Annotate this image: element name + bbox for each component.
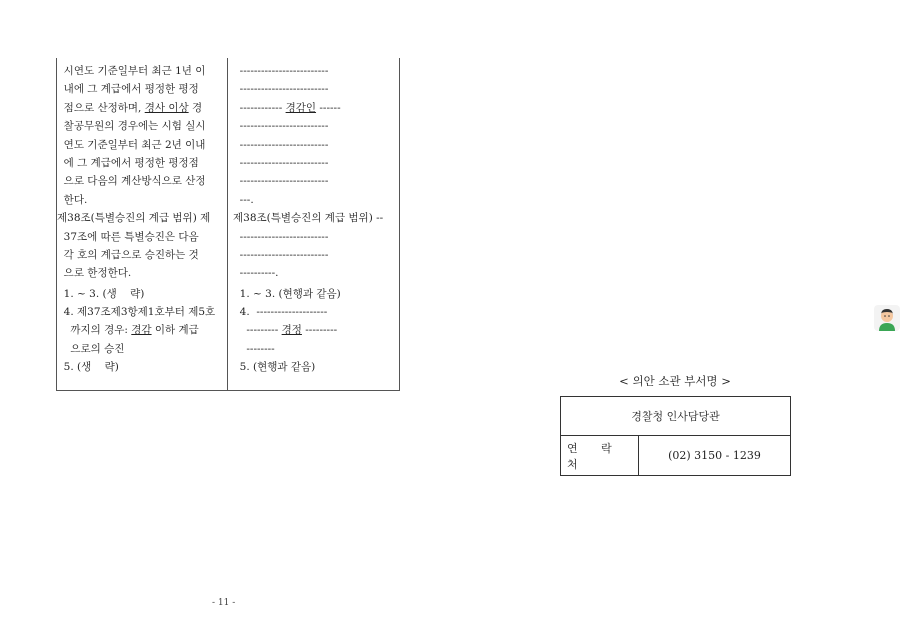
current-text-line: 까지의 경우: 경감 이하 계급 <box>57 324 199 337</box>
revised-text-line: 제38조(특별승진의 계급 범위) -- <box>233 212 384 225</box>
underlined-text: 경감 <box>131 324 152 337</box>
underlined-text: 경사 이상 <box>144 101 189 114</box>
revised-text-line: ------------------------- <box>233 65 329 77</box>
current-text-line: 각 호의 계급으로 승진하는 것 <box>57 248 199 261</box>
current-text-line: 1. ~ 3. (생 략) <box>57 287 145 300</box>
contact-label: 연 락 처 <box>561 436 639 475</box>
revised-text-line: ---. <box>233 193 254 206</box>
revised-text-line: --------- 경정 --------- <box>233 324 338 337</box>
revised-text-column <box>233 62 396 377</box>
column-divider <box>227 58 228 390</box>
revised-text-line: 4. -------------------- <box>233 306 328 319</box>
current-text-line: 37조에 따른 특별승진은 다음 <box>57 230 199 243</box>
current-text-line: 제38조(특별승진의 계급 범위) 제 <box>57 212 211 225</box>
underlined-text: 경정 <box>281 324 302 337</box>
current-text-line: 연도 기준일부터 최근 2년 이내 <box>57 138 206 151</box>
dept-name: 경찰청 인사담당관 <box>561 397 790 436</box>
current-text-column <box>57 62 225 377</box>
current-text-line: 점으로 산정하며, 경사 이상 경 <box>57 101 203 114</box>
current-text-line: 찰공무원의 경우에는 시험 실시 <box>57 120 206 133</box>
current-text-line: 에 그 계급에서 평정한 평정점 <box>57 156 199 169</box>
dept-contact-table <box>560 396 791 476</box>
revised-text-line: 1. ~ 3. (현행과 같음) <box>233 287 341 300</box>
current-text-line: 으로 한정한다. <box>57 267 132 280</box>
revised-text-line: 5. (현행과 같음) <box>233 361 316 374</box>
revised-text-line: -------- <box>233 342 275 355</box>
revised-text-line: ------------------------- <box>233 248 329 261</box>
revised-text-line: ------------------------- <box>233 120 329 133</box>
contact-value: (02) 3150 - 1239 <box>668 449 761 462</box>
current-text-line: 4. 제37조제3항제1호부터 제5호 <box>57 306 216 319</box>
page-number: - 11 - <box>212 598 236 608</box>
underlined-text: 경감인 <box>285 101 317 114</box>
revised-text-line: ------------------------- <box>233 156 329 169</box>
comparison-table <box>56 58 400 391</box>
revised-text-line: ------------------------- <box>233 83 329 96</box>
current-text-line: 내에 그 계급에서 평정한 평정 <box>57 83 199 96</box>
revised-text-line: ------------------------- <box>233 138 329 151</box>
contact-row <box>561 436 790 475</box>
current-text-line: 으로 다음의 계산방식으로 산정 <box>57 175 206 188</box>
person-avatar-icon[interactable] <box>874 305 900 331</box>
current-text-line: 으로의 승진 <box>57 342 125 355</box>
current-text-line: 5. (생 략) <box>57 361 119 374</box>
current-text-line: 시연도 기준일부터 최근 1년 이 <box>57 65 206 77</box>
dept-title: < 의안 소관 부서명 > <box>619 374 731 388</box>
revised-text-line: ----------. <box>233 267 279 280</box>
revised-text-line: ------------------------- <box>233 230 329 243</box>
current-text-line: 한다. <box>57 193 88 206</box>
revised-text-line: ------------ 경감인 ------ <box>233 101 341 114</box>
revised-text-line: ------------------------- <box>233 175 329 188</box>
